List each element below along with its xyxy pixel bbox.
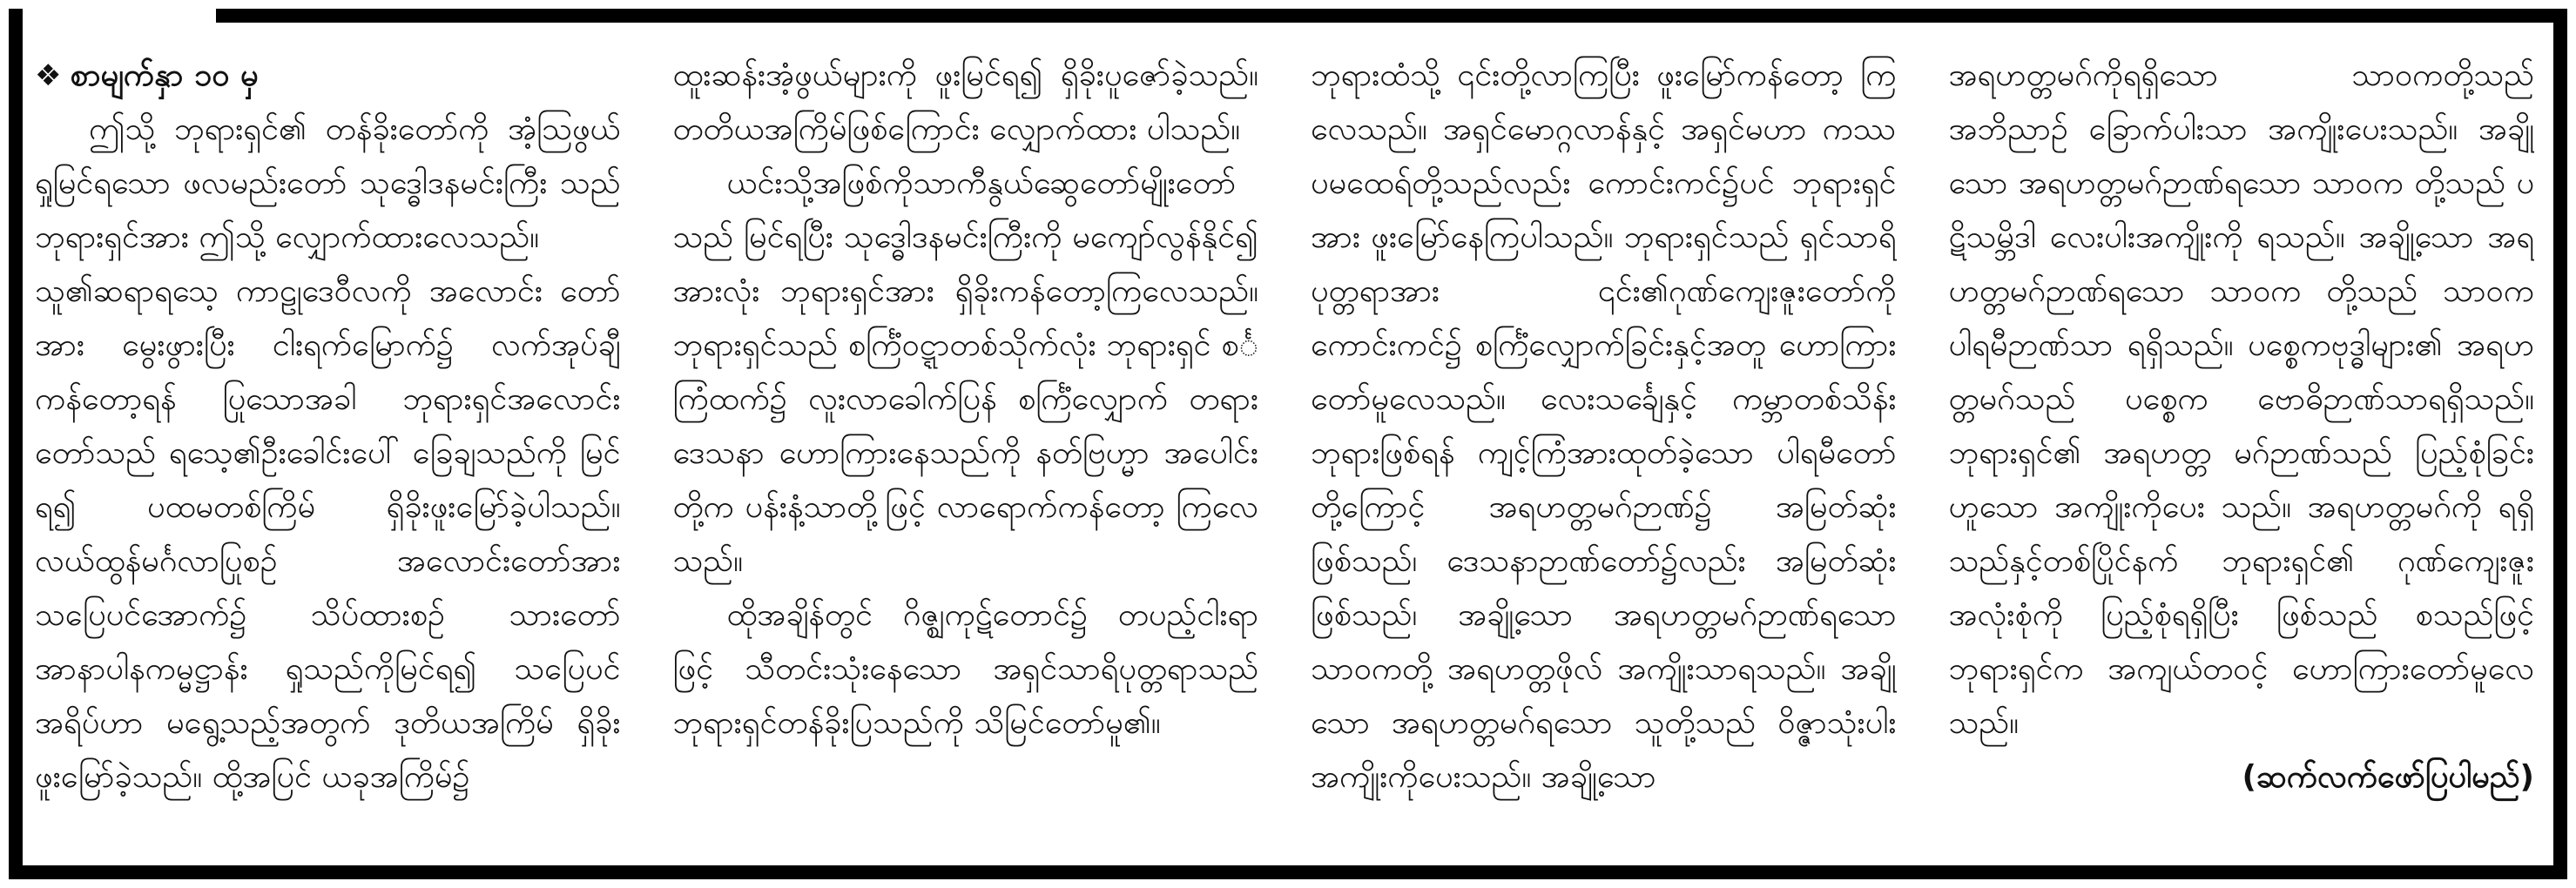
- left-border-rule: [9, 9, 23, 879]
- column-1: [35, 49, 621, 850]
- continuation-heading: [35, 49, 621, 103]
- column-3: [1311, 49, 1897, 850]
- diamond-bullet-icon: ❖: [35, 58, 62, 93]
- paragraph: ထိုအချိန်တွင် ဂိဇ္ဈကုဋ်တောင်၌ တပည့်ငါးရာ ဖြင့် သီတင်းသုံးနေသော အရှင်သာရိပုတ္တရာသည် ဘုရားရှင်တန်ခိုးပြသည်ကို သိမြင်တော်မူ၏။: [672, 597, 1258, 741]
- article-columns: [35, 49, 2534, 850]
- column-4: [1949, 49, 2535, 850]
- bottom-border-rule: [9, 865, 2567, 879]
- paragraph: ဤသို့ ဘုရားရှင်၏ တန်ခိုးတော်ကို အံ့သြဖွယ် ရှုမြင်ရသော ဖလမည်းတော် သုဒ္ဓေါဒနမင်းကြီး သည်ဘုရားရှင်အား ဤသို့ လျှောက်ထားလေသည်။: [35, 111, 621, 255]
- paragraph: သူ၏ဆရာရသေ့ ကာဠုဒေဝီလကို အလောင်း တော်အား မွေးဖွားပြီး ငါးရက်မြောက်၌ လက်အုပ်ချီ ကန်တော့ရန် ပြုသောအခါ ဘုရားရှင်အလောင်း တော်သည် ရသေ့၏ဦးခေါင်းပေါ် ခြေချသည်ကို မြင်ရ၍ ပထမတစ်ကြိမ် ရှိခိုးဖူးမြော်ခဲ့ပါသည်။ လယ်ထွန်မင်္ဂလာပြုစဉ် အလောင်းတော်အား သပြေပင်အောက်၌ သိပ်ထားစဉ် သားတော် အာနာပါနကမ္မဋ္ဌာန်း ရှုသည်ကိုမြင်ရ၍ သပြေပင် အရိပ်ဟာ မရွေ့သည့်အတွက် ဒုတိယအကြိမ် ရှိခိုးဖူးမြော်ခဲ့သည်။ ထို့အပြင် ယခုအကြိမ်၌: [35, 273, 621, 795]
- paragraph: ဘုရားထံသို့ ၎င်းတို့လာကြပြီး ဖူးမြော်ကန်တော့ ကြလေသည်။ အရှင်မောဂ္ဂလာန်နှင့် အရှင်မဟာ ကဿပမထေရ်တို့သည်လည်း ကောင်းကင်၌ပင် ဘုရားရှင်အား ဖူးမြော်နေကြပါသည်။ ဘုရားရှင်သည် ရှင်သာရိပုတ္တရာအား ၎င်း၏ဂုဏ်ကျေးဇူးတော်ကို ကောင်းကင်၌ စင်္ကြံလျှောက်ခြင်းနှင့်အတူ ဟောကြား တော်မူလေသည်။ လေးသင်္ချေနှင့် ကမ္ဘာတစ်သိန်း ဘုရားဖြစ်ရန် ကျင့်ကြံအားထုတ်ခဲ့သော ပါရမီတော် တို့ကြောင့် အရဟတ္တမဂ်ဉာဏ်၌ အမြတ်ဆုံး ဖြစ်သည်၊ ဒေသနာဉာဏ်တော်၌လည်း အမြတ်ဆုံး ဖြစ်သည်၊ အချို့သော အရဟတ္တမဂ်ဉာဏ်ရသော သာဝကတို့ အရဟတ္တဖိုလ် အကျိုးသာရသည်။ အချို့သော အရဟတ္တမဂ်ရသော သူတို့သည် ဝိဇ္ဇာသုံးပါး အကျိုးကိုပေးသည်။ အချို့သော: [1311, 57, 1897, 795]
- right-border-rule: [2553, 9, 2567, 879]
- paragraph: အရဟတ္တမဂ်ကိုရရှိသော သာဝကတို့သည် အဘိညာဉ် ခြောက်ပါးသာ အကျိုးပေးသည်။ အချို့သော အရဟတ္တမဂ်ဉာဏ်ရသော သာဝက တို့သည် ပဋိသမ္ဘိဒါ လေးပါးအကျိုးကို ရသည်။ အချို့သော အရဟတ္တမဂ်ဉာဏ်ရသော သာဝက တို့သည် သာဝကပါရမီဉာဏ်သာ ရရှိသည်။ ပစ္စေကဗုဒ္ဓါများ၏ အရဟတ္တမဂ်သည် ပစ္စေက ဗောဓိဉာဏ်သာရရှိသည်။ ဘုရားရှင်၏ အရဟတ္တ မဂ်ဉာဏ်သည် ပြည့်စုံခြင်းဟူသော အကျိုးကိုပေး သည်။ အရဟတ္တမဂ်ကို ရရှိသည်နှင့်တစ်ပြိုင်နက် ဘုရားရှင်၏ ဂုဏ်ကျေးဇူးအလုံးစုံကို ပြည့်စုံရရှိပြီး ဖြစ်သည် စသည်ဖြင့် ဘုရားရှင်က အကျယ်တဝင့် ဟောကြားတော်မူလေသည်။: [1948, 57, 2534, 741]
- continuation-heading-text: စာမျက်နှာ ၁၀ မှ: [70, 57, 259, 93]
- paragraph: ယင်းသို့အဖြစ်ကိုသာကီနွယ်ဆွေတော်မျိုးတော် သည် မြင်ရပြီး သုဒ္ဓေါဒနမင်းကြီးကို မကျော်လွန်နိုင်၍ အားလုံး ဘုရားရှင်အား ရှိခိုးကန်တော့ကြလေသည်။ ဘုရားရှင်သည် စင်္ကြံဝဋ္ဋာတစ်သိုက်လုံး ဘုရားရှင် စင်္ကြံထက်၌ လူးလာခေါက်ပြန် စင်္ကြံလျှောက် တရားဒေသနာ ဟောကြားနေသည်ကို နတ်ဗြဟ္မာ အပေါင်းတို့က ပန်းနံ့သာတို့ဖြင့် လာရောက်ကန်တော့ ကြလေသည်။: [672, 165, 1258, 579]
- top-border-rule: [216, 9, 2567, 23]
- paragraph: ထူးဆန်းအံ့ဖွယ်များကို ဖူးမြင်ရ၍ ရှိခိုးပူဇော်ခဲ့သည်။ တတိယအကြိမ်ဖြစ်ကြောင်း လျှောက်ထား ပါသည်။: [672, 57, 1258, 147]
- continued-notice: (ဆက်လက်ဖော်ပြပါမည်): [2242, 759, 2534, 795]
- column-2: [673, 49, 1259, 850]
